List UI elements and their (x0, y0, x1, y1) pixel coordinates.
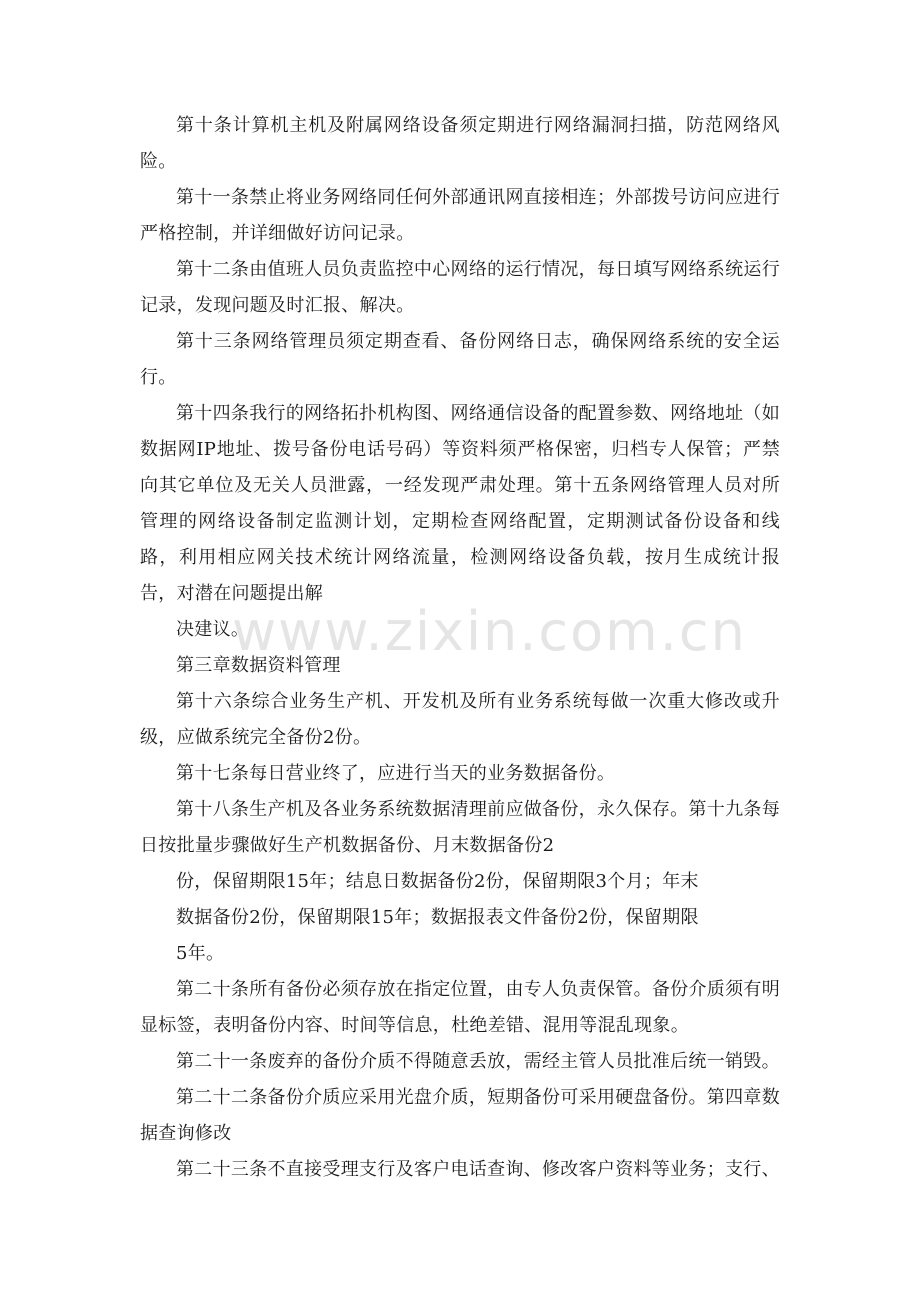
article-19-line-3: 5年。 (176, 943, 225, 964)
article-12: 第十二条由值班人员负责监控中心网络的运行情况，每日填写网络系统运行记录，发现问题及时汇报、解决。 (140, 259, 780, 316)
chapter-3-title: 第三章数据资料管理 (176, 655, 341, 676)
article-18-19: 第十八条生产机及各业务系统数据清理前应做备份，永久保存。第十九条每日按批量步骤做好生产机数据备份、月末数据备份2 (140, 799, 780, 856)
article-19-line-2: 数据备份2份，保留期限15年；数据报表文件备份2份，保留期限 (176, 907, 699, 928)
article-10: 第十条计算机主机及附属网络设备须定期进行网络漏洞扫描，防范网络风险。 (140, 115, 780, 172)
article-23: 第二十三条不直接受理支行及客户电话查询、修改客户资料等业务；支行、 (176, 1159, 780, 1180)
article-14-15: 第十四条我行的网络拓扑机构图、网络通信设备的配置参数、网络地址（如数据网IP地址、拨号备份电话号码）等资料须严格保密，归档专人保管；严禁向其它单位及无关人员泄露，一经发现严肃处理。第十五条网络管理人员对所管理的网络设备制定监测计划，定期检查网络配置，定期测试备份设备和线路，利用相应网关技术统计网络流量，检测网络设备负载，按月生成统计报告，对潜在问题提出解 (140, 403, 780, 604)
article-19-line-1: 份，保留期限15年；结息日数据备份2份，保留期限3个月；年末 (176, 871, 699, 892)
document-body (140, 108, 780, 1188)
article-13: 第十三条网络管理员须定期查看、备份网络日志，确保网络系统的安全运行。 (140, 331, 780, 388)
article-22: 第二十二条备份介质应采用光盘介质，短期备份可采用硬盘备份。第四章数据查询修改 (140, 1087, 780, 1144)
article-17: 第十七条每日营业终了，应进行当天的业务数据备份。 (176, 763, 616, 784)
watermark: www.zixin.com.cn (232, 600, 747, 663)
article-16: 第十六条综合业务生产机、开发机及所有业务系统每做一次重大修改或升级，应做系统完全备份2份。 (140, 691, 780, 748)
article-21: 第二十一条废弃的备份介质不得随意丢放，需经主管人员批准后统一销毁。 (176, 1051, 780, 1072)
article-20: 第二十条所有备份必须存放在指定位置，由专人负责保管。备份介质须有明显标签，表明备份内容、时间等信息，杜绝差错、混用等混乱现象。 (140, 979, 780, 1036)
article-11: 第十一条禁止将业务网络同任何外部通讯网直接相连；外部拨号访问应进行严格控制，并详细做好访问记录。 (140, 187, 780, 244)
article-15-continuation: 决建议。 (176, 619, 250, 640)
